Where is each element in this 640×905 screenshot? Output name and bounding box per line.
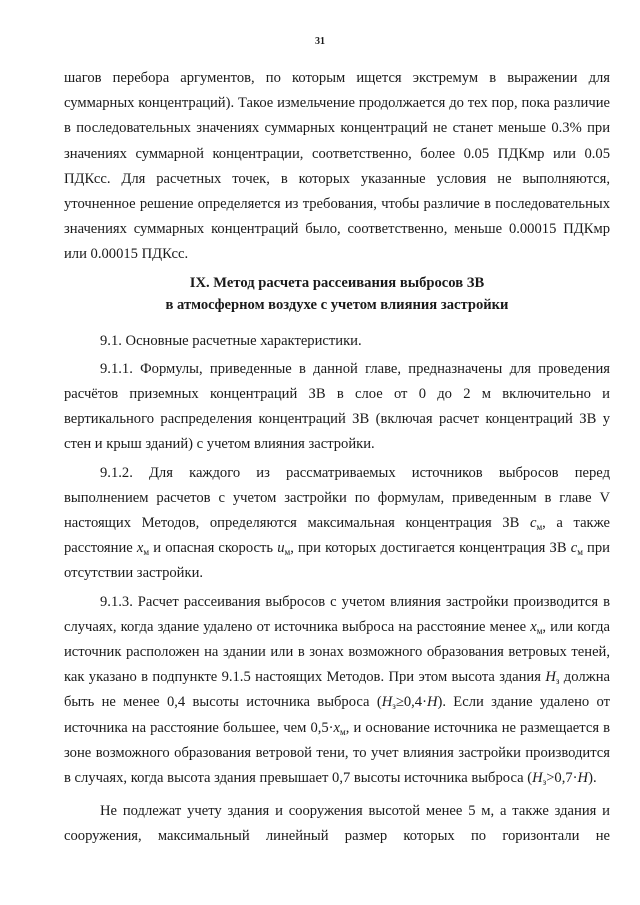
formula-2-hz: H — [532, 770, 543, 787]
paragraph-9-1-2-text-4: , при которых достигается концентрация ЗВ — [290, 540, 571, 557]
paragraph-9-1-3-text-5: , и основание источника не размещается в зоне возможного образования ветровой тени, то учет влияния застройки производится в случаях, когда высота здания превышает 0,7 высоты источника выброса ( — [64, 719, 610, 787]
page-content — [64, 66, 610, 850]
formula-1-hz-subscript: з — [392, 701, 396, 712]
formula-1-hz: H — [381, 694, 393, 711]
formula-2-operator: >0,7· — [546, 770, 578, 787]
um-subscript: м — [284, 547, 291, 558]
paragraph-9-1-2 — [64, 461, 610, 587]
section-heading — [64, 272, 610, 316]
page-number: 31 — [315, 36, 325, 47]
section-heading-line-2: в атмосферном воздухе с учетом влияния застройки — [165, 296, 509, 313]
hz-symbol: H — [545, 669, 556, 686]
xm-subscript: м — [536, 625, 543, 636]
paragraph-9-1-1: 9.1.1. Формулы, приведенные в данной главе, предназначены для проведения расчётов приземных концентраций ЗВ в слое от 0 до 2 м включительно и вертикального распределения концентраций ЗВ (включая расчет концентраций ЗВ у стен и крыш зданий) с учетом влияния застройки. — [64, 360, 610, 453]
paragraph-9-1-3-text-4: ). Если здание удалено от источника на расстояние большее, чем 0,5· — [64, 694, 610, 736]
paragraph-9-1-3-text-2: , или когда источник расположен на здании или в зонах возможного образования ветровых теней, как указано в подпункте 9.1.5 настоящих Методов. При этом высота здания — [64, 618, 611, 686]
xm-symbol: x — [530, 618, 537, 635]
paragraph-9-1-2-text-1: 9.1.2. Для каждого из рассматриваемых источников выбросов перед выполнением расчетов с учетом застройки по формулам, приведенным в главе V настоящих Методов, определяются максимальная концентрация ЗВ — [64, 464, 610, 532]
formula-2-hz-subscript: з — [542, 777, 547, 788]
hz-subscript: з — [555, 676, 560, 687]
cm-symbol-2: c — [570, 540, 578, 557]
cm-subscript-2: м — [577, 547, 583, 558]
xm-symbol-2: x — [333, 719, 341, 736]
um-symbol: u — [277, 540, 285, 557]
paragraph-9-1-3 — [64, 590, 610, 792]
paragraph-9-1-2-text-2: , а также расстояние — [64, 515, 611, 557]
paragraph-9-1-3-text-1: 9.1.3. Расчет рассеивания выбросов с учетом влияния застройки производится в случаях, когда здание удалено от источника выброса на расстояние менее — [64, 593, 610, 635]
paragraph-9-1-3-text-6: ). — [588, 770, 597, 787]
cm-subscript: м — [536, 522, 543, 533]
intro-paragraph: шагов перебора аргументов, по которым ищется экстремум в выражении для суммарных концентраций). Такое измельчение продолжается до тех пор, пока различие в последовательных значениях суммарных концентраций не станет меньше 0.3% при значениях суммарной концентрации, соответственно, более 0.05 ПДКмр или 0.05 ПДКсс. Для расчетных точек, в которых указанные условия не выполняются, уточненное решение определяется из требования, чтобы различие в последовательных значениях суммарных концентраций было, соответственно, меньше 0.00015 ПДКмр или 0.00015 ПДКсс. — [64, 70, 610, 263]
formula-1-h: H — [426, 694, 438, 711]
paragraph-9-1-2-text-3: и опасная скорость — [149, 540, 278, 557]
paragraph-buildings-exclusion: Не подлежат учету здания и сооружения высотой менее 5 м, а также здания и сооружения, максимальный линейный размер которых по горизонтали не — [64, 803, 610, 845]
xm-symbol: x — [136, 540, 144, 557]
paragraph-9-1: 9.1. Основные расчетные характеристики. — [100, 332, 362, 349]
section-heading-line-1: IX. Метод расчета рассеивания выбросов ЗВ — [189, 274, 485, 291]
formula-1-operator: ≥0,4· — [395, 694, 427, 711]
xm-subscript-2: м — [340, 726, 346, 737]
xm-subscript: м — [143, 547, 150, 558]
paragraph-9-1-3-text-3: должна быть не менее 0,4 высоты источника выброса ( — [64, 669, 610, 711]
paragraph-9-1-2-text-5: при отсутствии застройки. — [64, 540, 610, 582]
cm-symbol: c — [529, 515, 537, 532]
formula-2-h: H — [577, 770, 589, 787]
